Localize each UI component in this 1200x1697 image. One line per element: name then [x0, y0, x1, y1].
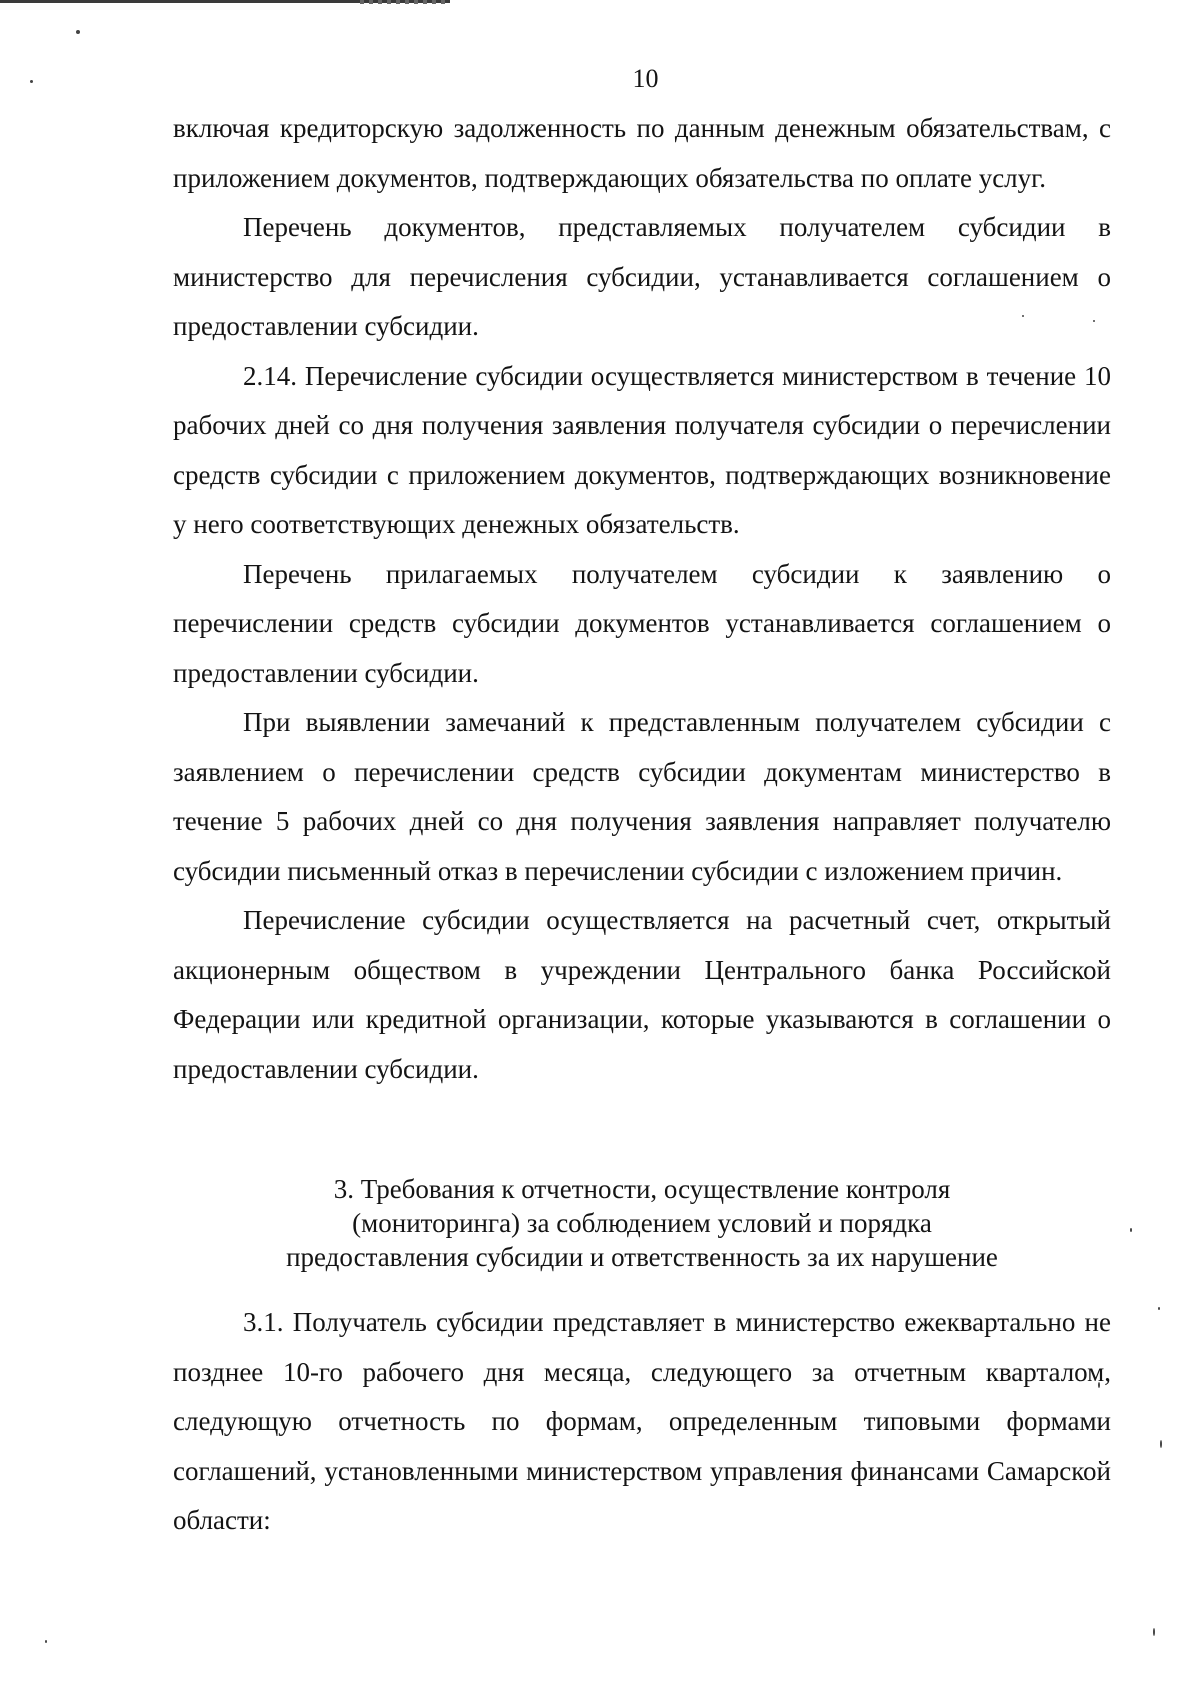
- section-heading-line: 3. Требования к отчетности, осуществление контроля: [333, 1174, 951, 1204]
- paragraph: Перечисление субсидии осуществляется на расчетный счет, открытый акционерным обществом в учреждении Центрального банка Российской Федерации или кредитной организации, которые указываются в соглашении о предоставлении субсидии.: [173, 905, 1111, 1084]
- scan-speck: [45, 1640, 47, 1643]
- paragraph: 2.14. Перечисление субсидии осуществляется министерством в течение 10 рабочих дней со дня получения заявления получателя субсидии о перечислении средств субсидии с приложением документов, подтверждающих возникновение у него соответствующих денежных обязательств.: [173, 360, 1111, 539]
- scan-edge-line-dashed: [360, 0, 450, 4]
- paragraph: Перечень документов, представляемых получателем субсидии в министерство для перечисления субсидии, устанавливается соглашением о предоставлении субсидии.: [173, 212, 1111, 341]
- scan-speck: [76, 30, 80, 34]
- paragraph: включая кредиторскую задолженность по данным денежным обязательствам, с приложением документов, подтверждающих обязательства по оплате услуг.: [173, 113, 1111, 193]
- paragraph: При выявлении замечаний к представленным получателем субсидии с заявлением о перечислении средств субсидии документам министерство в течение 5 рабочих дней со дня получения заявления направляет получателю субсидии письменный отказ в перечислении субсидии с изложением причин.: [173, 707, 1111, 886]
- scan-speck: [1158, 1307, 1160, 1310]
- section-heading-line: (мониторинга) за соблюдением условий и порядка: [352, 1208, 932, 1238]
- scan-speck: [1153, 1628, 1155, 1636]
- body-text-lower: [173, 1298, 1111, 1546]
- section-heading: [173, 1172, 1111, 1274]
- scan-speck: [1160, 1440, 1162, 1448]
- scan-speck: [1130, 1228, 1132, 1232]
- paragraph: Перечень прилагаемых получателем субсидии к заявлению о перечислении средств субсидии документов устанавливается соглашением о предоставлении субсидии.: [173, 558, 1111, 688]
- page-number: 10: [632, 64, 659, 93]
- paragraph: 3.1. Получатель субсидии представляет в министерство ежеквартально не позднее 10-го рабочего дня месяца, следующего за отчетным кварталом, следующую отчетность по формам, определенным типовыми формами соглашений, установленными министерством управления финансами Самарской области:: [173, 1307, 1111, 1535]
- body-text-upper: [173, 104, 1111, 1094]
- section-heading-line: предоставления субсидии и ответственность за их нарушение: [286, 1242, 998, 1272]
